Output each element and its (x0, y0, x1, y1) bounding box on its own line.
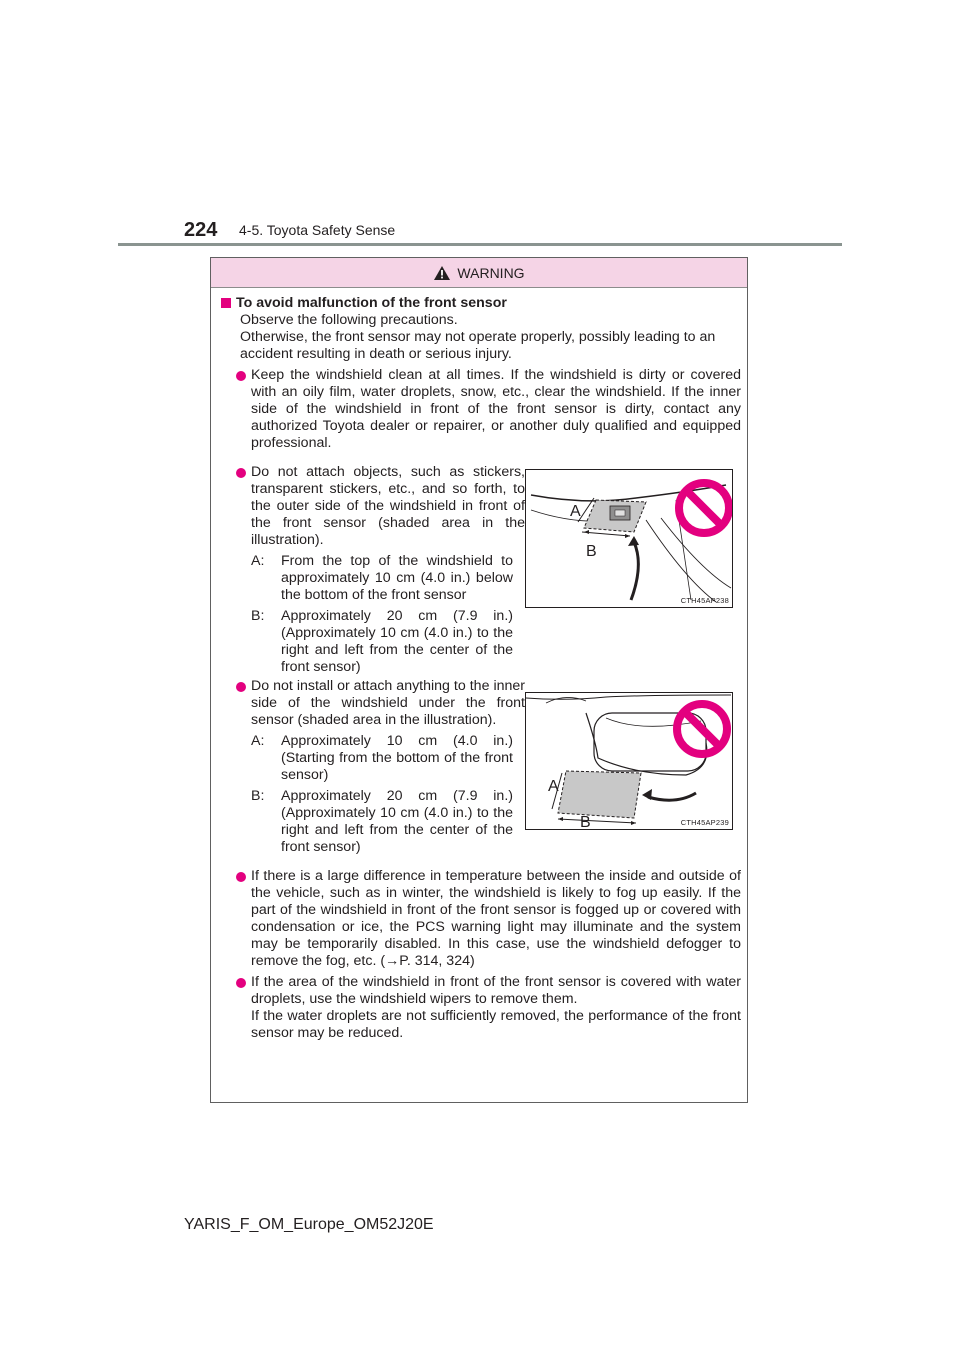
bullet-fog (221, 868, 741, 970)
page-number: 224 (184, 219, 218, 241)
bullet-text: Do not install or attach anything to the inner side of the windshield under the front sensor (shaded area in the illustration). (251, 678, 525, 728)
windshield-inner-illustration (526, 693, 732, 829)
bullet-keep-clean (221, 367, 741, 452)
fig1-label-a: A (570, 503, 581, 520)
note-text: Approximately 10 cm (4.0 in.) (Starting from the bottom of the front sensor) (281, 733, 513, 783)
bullet-dot-icon (236, 468, 246, 478)
note-key: A: (251, 733, 265, 749)
note-b-inner (251, 788, 513, 856)
note-b-outer (251, 608, 513, 676)
figure-code: CTH45AP239 (680, 818, 729, 827)
warning-header (211, 258, 747, 288)
header-divider (118, 243, 842, 246)
footer-doc-id: YARIS_F_OM_Europe_OM52J20E (184, 1216, 434, 1233)
bullet-text: Keep the windshield clean at all times. If the windshield is dirty or covered with an oily film, water droplets, snow, etc., clear the windshield. If the inner side of the windshield in front of the front sensor is dirty, contact any authorized Toyota dealer or repairer, or another duly qualified and equipped professional. (251, 367, 741, 451)
warning-box (210, 257, 748, 1103)
bullet-text-continued: If the water droplets are not sufficiently removed, the performance of the front sensor may be reduced. (251, 1008, 741, 1041)
subheading-text: To avoid malfunction of the front sensor (236, 295, 507, 311)
fig1-label-b: B (586, 543, 597, 560)
warning-title: WARNING (457, 264, 525, 281)
bullet-text: If there is a large difference in temperature between the inside and outside of the vehicle, such as in winter, the windshield is likely to fog up easily. If the part of the windshield in front of the front sensor is fogged up or covered with condensation or ice, the PCS warning light may illuminate and the system may be temporarily disabled. In this case, use the windshield defogger to remove the fog, etc. (→P. 314, 324) (251, 868, 741, 969)
note-key: B: (251, 608, 265, 624)
note-a-inner (251, 733, 513, 784)
bullet-text: If the area of the windshield in front of the front sensor is covered with water droplets, use the windshield wipers to remove them. (251, 974, 741, 1007)
figure-code: CTH45AP238 (680, 596, 729, 605)
bullet-inner-side (221, 678, 525, 729)
intro-line-1: Observe the following precautions. (240, 312, 458, 328)
warning-body (211, 288, 747, 1042)
note-text: Approximately 20 cm (7.9 in.) (Approximately 10 cm (4.0 in.) to the right and left from the center of the front sensor) (281, 788, 513, 855)
warning-triangle-icon (433, 265, 451, 281)
fig2-label-b: B (580, 814, 591, 829)
section-title: 4-5. Toyota Safety Sense (239, 222, 396, 238)
bullet-dot-icon (236, 872, 246, 882)
prohibited-icon (677, 704, 727, 754)
bullet-water-droplets (221, 974, 741, 1042)
bullet-text: Do not attach objects, such as stickers, transparent stickers, etc., and so forth, to the outer side of the windshield in front of the front sensor (shaded area in the illustration). (251, 464, 525, 548)
windshield-outer-illustration (526, 470, 732, 607)
intro-line-2: Otherwise, the front sensor may not operate properly, possibly leading to an accident resulting in death or serious injury. (240, 329, 716, 362)
note-text: Approximately 20 cm (7.9 in.) (Approximately 10 cm (4.0 in.) to the right and left from the center of the front sensor) (281, 608, 513, 675)
note-key: A: (251, 553, 265, 569)
fig2-label-a: A (548, 778, 559, 795)
prohibited-icon (679, 483, 729, 533)
square-bullet-icon (221, 298, 231, 308)
bullet-dot-icon (236, 978, 246, 988)
warning-subheading (221, 295, 741, 312)
bullet-dot-icon (236, 682, 246, 692)
bullet-dot-icon (236, 371, 246, 381)
note-text: From the top of the windshield to approximately 10 cm (4.0 in.) below the bottom of the front sensor (281, 553, 513, 603)
bullet-outer-side (221, 464, 525, 549)
figure-inner-windshield (525, 692, 733, 830)
note-key: B: (251, 788, 265, 804)
page-header (0, 0, 960, 250)
note-a-outer (251, 553, 513, 604)
figure-outer-windshield (525, 469, 733, 608)
